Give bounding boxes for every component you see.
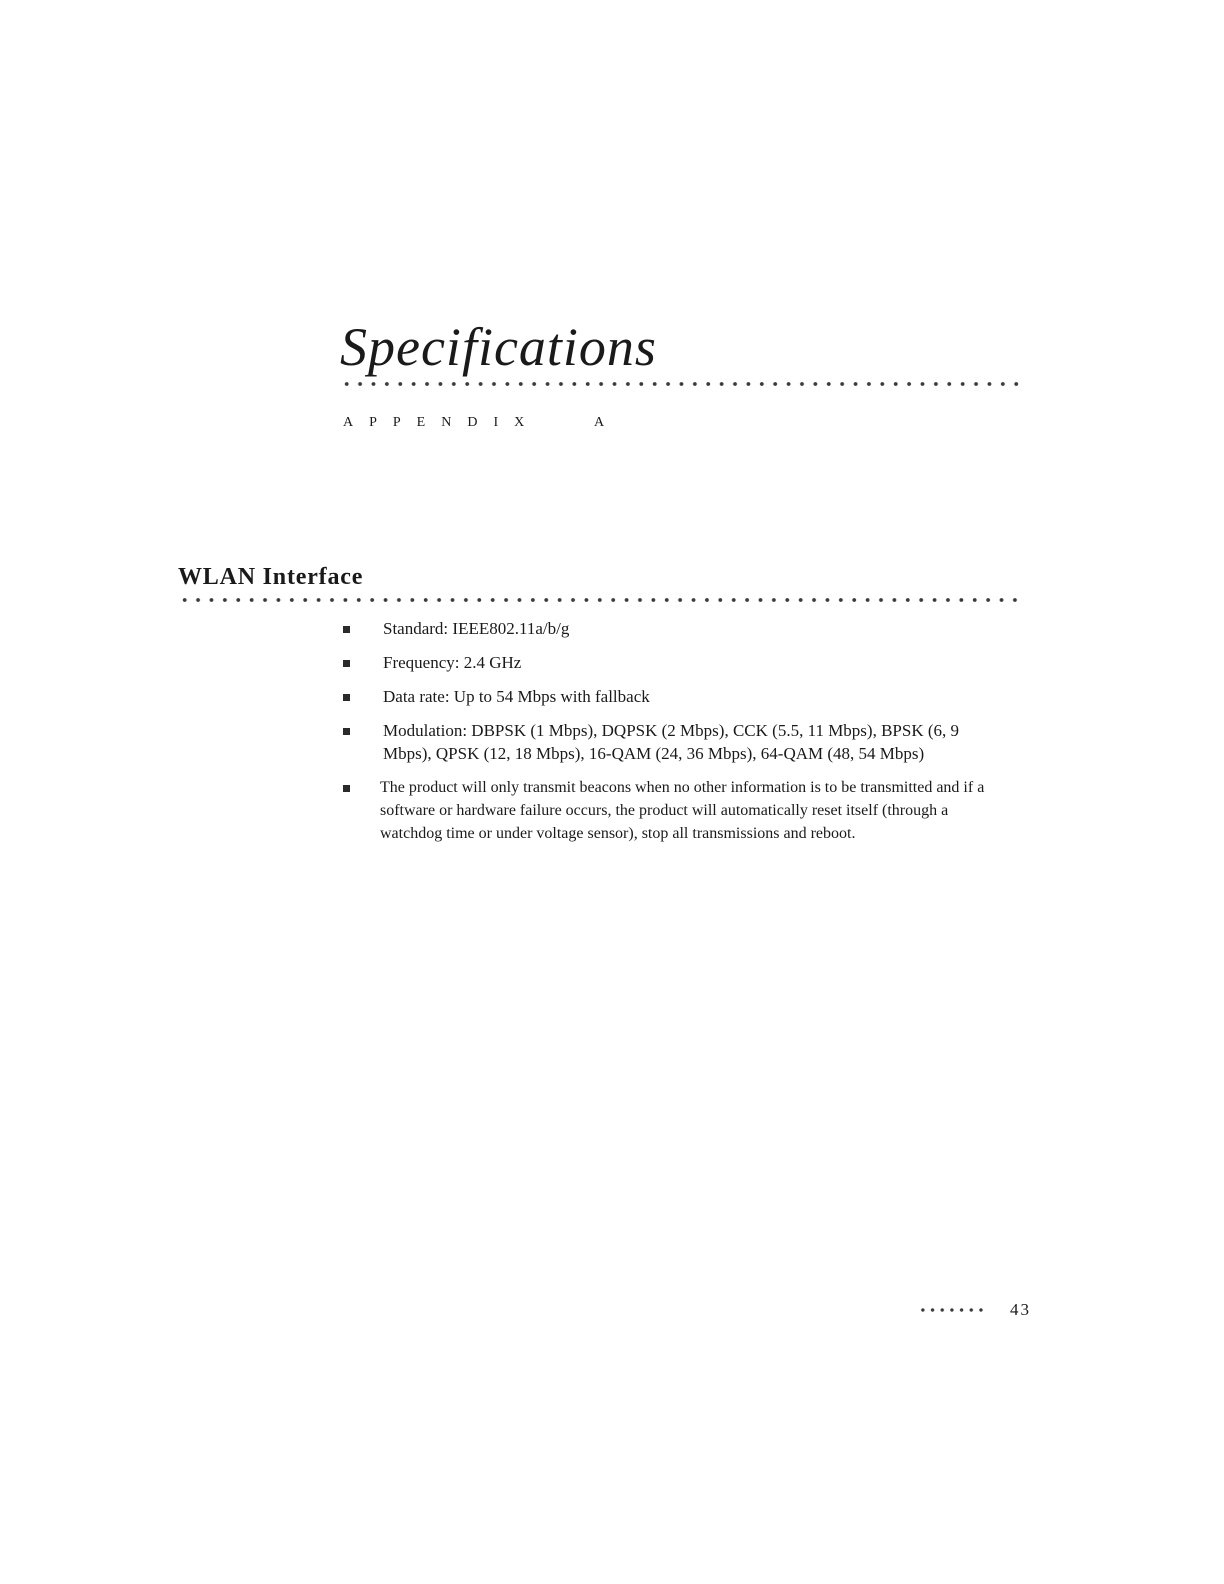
section-dotted-rule xyxy=(178,597,1024,603)
chapter-title: Specifications xyxy=(340,317,657,377)
spec-item-frequency xyxy=(340,651,990,674)
square-bullet-icon xyxy=(343,694,350,701)
square-bullet-icon xyxy=(343,728,350,735)
square-bullet-icon xyxy=(343,626,350,633)
spec-item-text: Modulation: DBPSK (1 Mbps), DQPSK (2 Mbps), CCK (5.5, 11 Mbps), BPSK (6, 9 Mbps), QPSK (12, 18 Mbps), 16-QAM (24, 36 Mbps), 64-QAM (48, 54 Mbps) xyxy=(383,721,960,763)
spec-item-text: The product will only transmit beacons when no other information is to be transmitted and if a software or hardware failure occurs, the product will automatically reset itself (through a watchdog time or under voltage sensor), stop all transmissions and reboot. xyxy=(380,779,985,842)
spec-item-standard xyxy=(340,617,990,640)
appendix-label: APPENDIX xyxy=(343,415,541,430)
spec-item-text: Frequency: 2.4 GHz xyxy=(383,653,522,672)
spec-item-modulation xyxy=(340,719,990,765)
spec-item-text: Standard: IEEE802.11a/b/g xyxy=(383,619,570,638)
page-footer xyxy=(918,1300,1031,1320)
spec-item-beacons xyxy=(340,776,990,845)
square-bullet-icon xyxy=(343,785,350,792)
appendix-letter: A xyxy=(594,415,605,430)
chapter-title-dotted-rule xyxy=(340,381,1022,387)
page-number: 43 xyxy=(1010,1300,1031,1319)
spec-bullet-list xyxy=(340,617,990,845)
square-bullet-icon xyxy=(343,660,350,667)
footer-dotted-rule xyxy=(918,1307,986,1313)
spec-item-data-rate xyxy=(340,685,990,708)
section-heading: WLAN Interface xyxy=(178,564,364,590)
spec-item-text: Data rate: Up to 54 Mbps with fallback xyxy=(383,687,650,706)
